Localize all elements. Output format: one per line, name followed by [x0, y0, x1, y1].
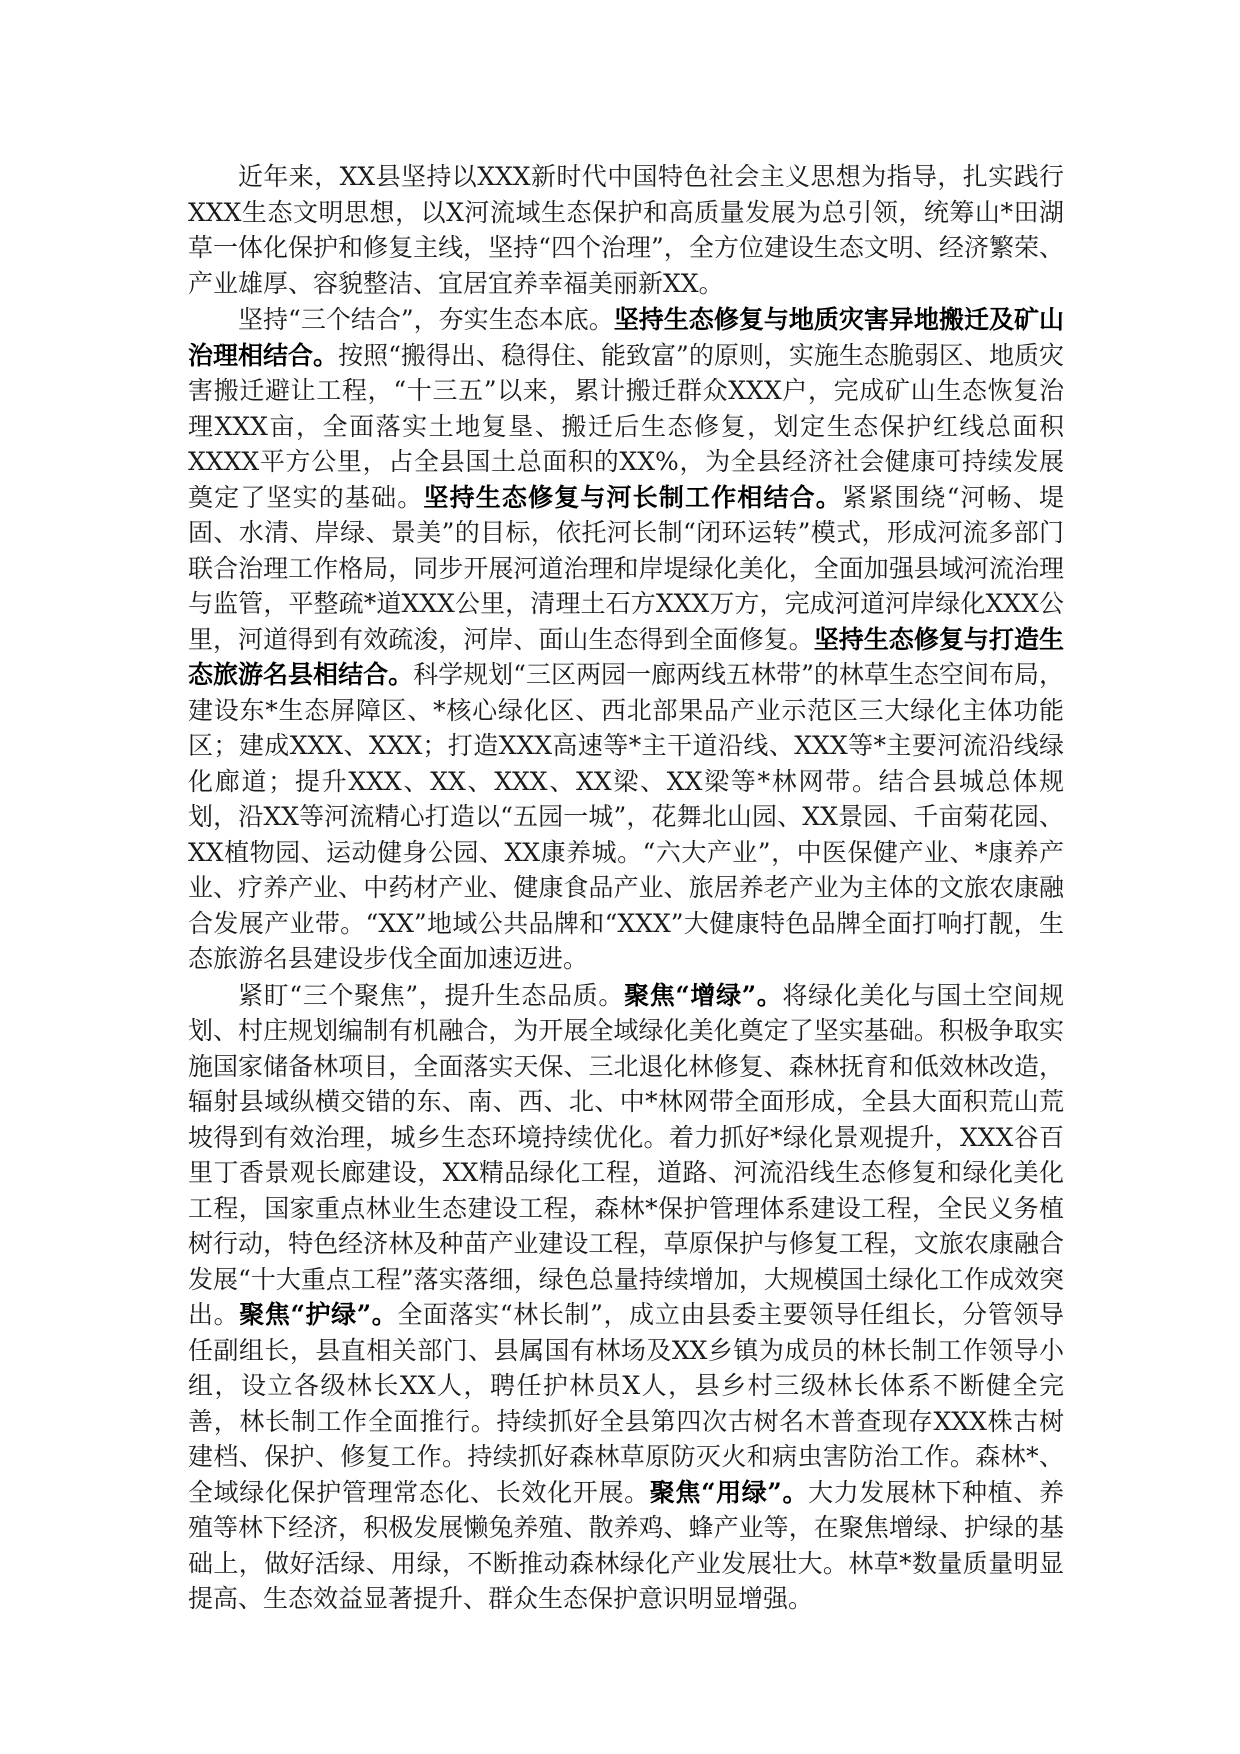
- paragraph-three-focuses: [188, 978, 1064, 1617]
- paragraph-text: 全面落实“林长制”，成立由县委主要领导任组长，分管领导任副组长，县直相关部门、县属国有林场及XX乡镇为成员的林长制工作领导小组，设立各级林长XX人，聘任护林员X人，县乡村三级林长体系不断健全完善，林长制工作全面推行。持续抓好全县第四次古树名木普查现存XXX株古树建档、保护、修复工作。持续抓好森林草原防灭火和病虫害防治工作。森林*、全域绿化保护管理常态化、长效化开展。: [188, 1300, 1064, 1507]
- paragraph-intro: [188, 159, 1064, 301]
- bold-heading: 聚焦“用绿”。: [649, 1477, 809, 1507]
- paragraph-three-combinations: [188, 302, 1064, 977]
- paragraph-text: 近年来，XX县坚持以XXX新时代中国特色社会主义思想为指导，扎实践行XXX生态文明思想，以X河流域生态保护和高质量发展为总引领，统筹山*田湖草一体化保护和修复主线，坚持“四个治理”，全方位建设生态文明、经济繁荣、产业雄厚、容貌整洁、宜居宜养幸福美丽新XX。: [188, 162, 1064, 298]
- document-body: [188, 159, 1064, 1617]
- bold-heading: 坚持生态修复与地质灾害异地搬迁及矿山治理相结合。: [188, 305, 1064, 370]
- bold-heading: 聚焦“增绿”。: [624, 980, 783, 1010]
- section-lead: 坚持“三个结合”，夯实生态本底。: [238, 305, 614, 334]
- paragraph-text: 大力发展林下种植、养殖等林下经济，积极发展懒兔养殖、散养鸡、蜂产业等，在聚焦增绿、护绿的基础上，做好活绿、用绿，不断推动森林绿化产业发展壮大。林草*数量质量明显提高、生态效益显著提升、群众生态保护意识明显增强。: [188, 1477, 1064, 1613]
- paragraph-text: 紧紧围绕“河畅、堤固、水清、岸绿、景美”的目标，依托河长制“闭环运转”模式，形成河流多部门联合治理工作格局，同步开展河道治理和岸堤绿化美化，全面加强县域河流治理与监管，平整疏*道XXX公里，清理土石方XXX万方，完成河道河岸绿化XXX公里，河道得到有效疏浚，河岸、面山生态得到全面修复。: [188, 482, 1064, 654]
- bold-heading: 坚持生态修复与打造生态旅游名县相结合。: [188, 624, 1064, 689]
- bold-heading: 坚持生态修复与河长制工作相结合。: [423, 482, 842, 512]
- paragraph-text: 科学规划“三区两园一廊两线五林带”的林草生态空间布局，建设东*生态屏障区、*核心绿化区、西北部果品产业示范区三大绿化主体功能区；建成XXX、XXX；打造XXX高速等*主干道沿线、XXX等*主要河流沿线绿化廊道；提升XXX、XX、XXX、XX梁、XX梁等*林网带。结合县城总体规划，沿XX等河流精心打造以“五园一城”，花舞北山园、XX景园、千亩菊花园、XX植物园、运动健身公园、XX康养城。“六大产业”，中医保健产业、*康养产业、疗养产业、中药材产业、健康食品产业、旅居养老产业为主体的文旅农康融合发展产业带。“XX”地域公共品牌和“XXX”大健康特色品牌全面打响打靓，生态旅游名县建设步伐全面加速迈进。: [188, 660, 1064, 973]
- bold-heading: 聚焦“护绿”。: [239, 1300, 398, 1329]
- section-lead: 紧盯“三个聚焦”，提升生态品质。: [238, 980, 625, 1010]
- paragraph-text: 按照“搬得出、稳得住、能致富”的原则，实施生态脆弱区、地质灾害搬迁避让工程，“十三五”以来，累计搬迁群众XXX户，完成矿山生态恢复治理XXX亩，全面落实土地复垦、搬迁后生态修复，划定生态保护红线总面积XXXX平方公里，占全县国土总面积的XX%，为全县经济社会健康可持续发展奠定了坚实的基础。: [188, 340, 1064, 512]
- paragraph-text: 将绿化美化与国土空间规划、村庄规划编制有机融合，为开展全域绿化美化奠定了坚实基础。积极争取实施国家储备林项目，全面落实天保、三北退化林修复、森林抚育和低效林改造，辐射县域纵横交错的东、南、西、北、中*林网带全面形成，全县大面积荒山荒坡得到有效治理，城乡生态环境持续优化。着力抓好*绿化景观提升，XXX谷百里丁香景观长廊建设，XX精品绿化工程，道路、河流沿线生态修复和绿化美化工程，国家重点林业生态建设工程，森林*保护管理体系建设工程，全民义务植树行动，特色经济林及种苗产业建设工程，草原保护与修复工程，文旅农康融合发展“十大重点工程”落实落细，绿色总量持续增加，大规模国土绿化工作成效突出。: [188, 980, 1064, 1329]
